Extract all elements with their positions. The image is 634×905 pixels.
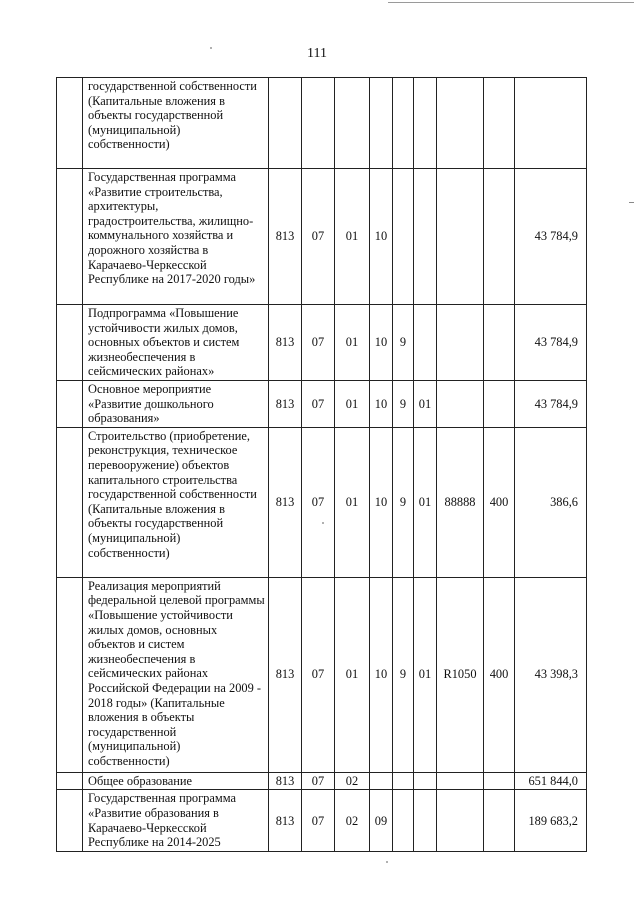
row-number-cell [57, 305, 83, 381]
row-number-cell [57, 772, 83, 790]
row-number-cell [57, 427, 83, 577]
direction-code: 88888 [437, 427, 484, 577]
program-code [370, 78, 393, 169]
subsection-code: 02 [335, 790, 370, 852]
item-name: Общее образование [83, 772, 269, 790]
event-code: 01 [414, 380, 437, 427]
table-row [57, 380, 587, 427]
gr-code: 813 [269, 169, 302, 305]
direction-code: R1050 [437, 577, 484, 772]
amount [515, 78, 587, 169]
row-number-cell [57, 169, 83, 305]
program-code: 10 [370, 305, 393, 381]
expense-type [484, 380, 515, 427]
section-code: 07 [302, 169, 335, 305]
scan-speck [386, 861, 388, 863]
item-name: Реализация мероприятий федеральной целевой программы «Повышение устойчивости жилых домов, основных объектов и систем жизнеобеспечения в сейсмических районах Российской Федерации на 2009 - 2018 годы» (Капитальные вложения в объекты государственной (муниципальной) собственности) [83, 577, 269, 772]
section-code: 07 [302, 790, 335, 852]
event-code: 01 [414, 577, 437, 772]
direction-code [437, 305, 484, 381]
amount: 43 784,9 [515, 380, 587, 427]
program-code: 10 [370, 427, 393, 577]
subprogram-code: 9 [393, 577, 414, 772]
expense-type [484, 772, 515, 790]
item-name: государственной собственности (Капитальные вложения в объекты государственной (муниципальной) собственности) [83, 78, 269, 169]
table-row [57, 169, 587, 305]
subprogram-code [393, 78, 414, 169]
item-name: Государственная программа «Развитие образования в Карачаево-Черкесской Республике на 2014-2025 [83, 790, 269, 852]
event-code [414, 790, 437, 852]
event-code [414, 772, 437, 790]
budget-table [56, 77, 587, 852]
subprogram-code [393, 772, 414, 790]
event-code [414, 305, 437, 381]
expense-type [484, 305, 515, 381]
expense-type: 400 [484, 427, 515, 577]
event-code: 01 [414, 427, 437, 577]
subprogram-code: 9 [393, 305, 414, 381]
program-code: 10 [370, 577, 393, 772]
gr-code: 813 [269, 427, 302, 577]
gr-code [269, 78, 302, 169]
subprogram-code [393, 790, 414, 852]
item-name: Подпрограмма «Повышение устойчивости жилых домов, основных объектов и систем жизнеобеспечения в сейсмических районах» [83, 305, 269, 381]
amount: 43 398,3 [515, 577, 587, 772]
section-code: 07 [302, 380, 335, 427]
subsection-code: 01 [335, 380, 370, 427]
direction-code [437, 790, 484, 852]
item-name: Государственная программа «Развитие строительства, архитектуры, градостроительства, жилищно-коммунального хозяйства и дорожного хозяйства в Карачаево-Черкесской Республике на 2017-2020 годы» [83, 169, 269, 305]
amount: 43 784,9 [515, 305, 587, 381]
table-row [57, 305, 587, 381]
table-row [57, 772, 587, 790]
direction-code [437, 78, 484, 169]
table-row [57, 427, 587, 577]
gr-code: 813 [269, 790, 302, 852]
subsection-code: 02 [335, 772, 370, 790]
table-row [57, 78, 587, 169]
amount: 189 683,2 [515, 790, 587, 852]
top-border-line [388, 2, 634, 3]
subsection-code: 01 [335, 305, 370, 381]
event-code [414, 78, 437, 169]
event-code [414, 169, 437, 305]
row-number-cell [57, 78, 83, 169]
page-number: 111 [307, 46, 327, 61]
expense-type: 400 [484, 577, 515, 772]
row-number-cell [57, 380, 83, 427]
gr-code: 813 [269, 380, 302, 427]
amount: 386,6 [515, 427, 587, 577]
subsection-code: 01 [335, 427, 370, 577]
section-code: 07 [302, 427, 335, 577]
subsection-code: 01 [335, 577, 370, 772]
subprogram-code [393, 169, 414, 305]
program-code: 09 [370, 790, 393, 852]
section-code [302, 78, 335, 169]
program-code [370, 772, 393, 790]
subsection-code: 01 [335, 169, 370, 305]
table-row [57, 790, 587, 852]
expense-type [484, 169, 515, 305]
expense-type [484, 790, 515, 852]
subsection-code [335, 78, 370, 169]
item-name: Строительство (приобретение, реконструкция, техническое перевооружение) объектов капитального строительства государственной собственности (Капитальные вложения в объекты государственной (муниципальной) собственности) [83, 427, 269, 577]
subprogram-code: 9 [393, 380, 414, 427]
amount: 651 844,0 [515, 772, 587, 790]
direction-code [437, 169, 484, 305]
item-name: Основное мероприятие «Развитие дошкольного образования» [83, 380, 269, 427]
direction-code [437, 772, 484, 790]
subprogram-code: 9 [393, 427, 414, 577]
gr-code: 813 [269, 305, 302, 381]
margin-mark [629, 202, 634, 203]
gr-code: 813 [269, 772, 302, 790]
table-body [57, 78, 587, 852]
gr-code: 813 [269, 577, 302, 772]
row-number-cell [57, 790, 83, 852]
section-code: 07 [302, 772, 335, 790]
program-code: 10 [370, 380, 393, 427]
table-row [57, 577, 587, 772]
expense-type [484, 78, 515, 169]
direction-code [437, 380, 484, 427]
section-code: 07 [302, 305, 335, 381]
row-number-cell [57, 577, 83, 772]
amount: 43 784,9 [515, 169, 587, 305]
program-code: 10 [370, 169, 393, 305]
section-code: 07 [302, 577, 335, 772]
